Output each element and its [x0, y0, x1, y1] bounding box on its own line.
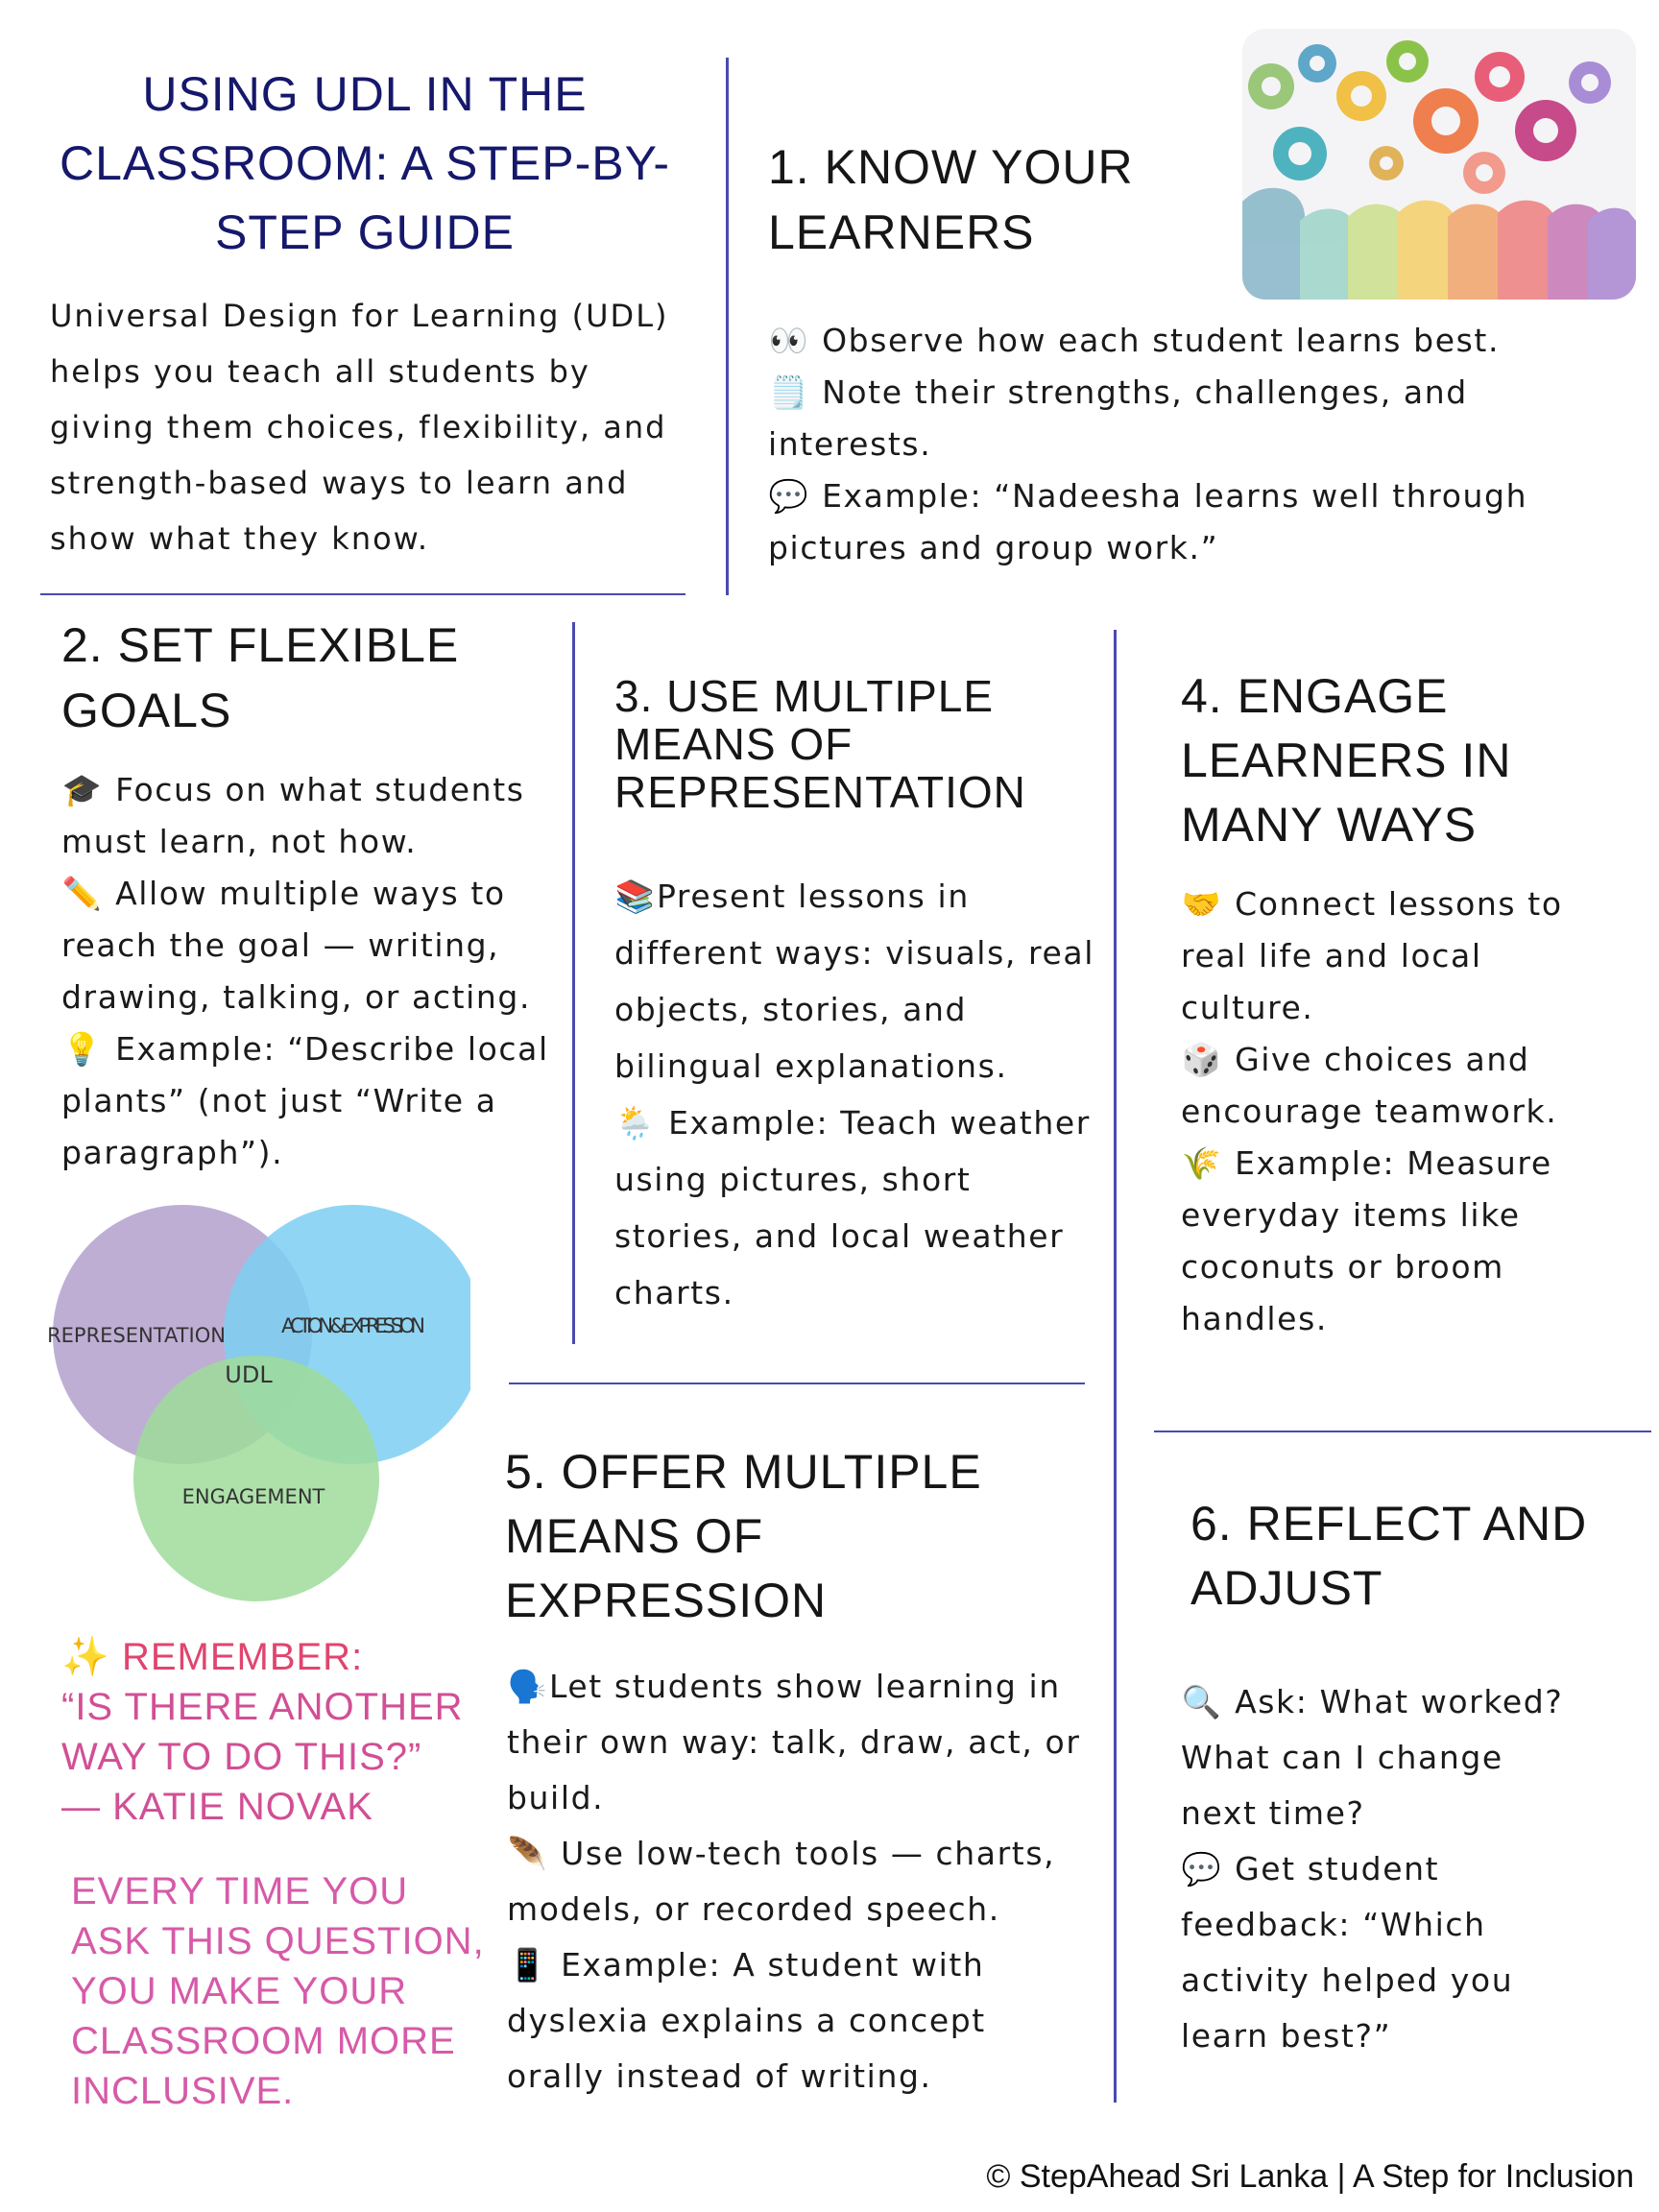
section-4-item: 🎲 Give choices and encourage teamwork. [1181, 1034, 1603, 1138]
section-2-heading: 2. SET FLEXIBLE GOALS [61, 618, 460, 737]
remember-block [61, 1632, 493, 2116]
venn-action-label: ACTION & EXPRESSION [281, 1314, 425, 1337]
intro-text: Universal Design for Learning (UDL) helps you teach all students by giving them choices, flexibility, and strength-based ways to learn and show what they know. [50, 298, 669, 557]
section-5-heading: 5. OFFER MULTIPLE MEANS OF EXPRESSION [505, 1445, 982, 1627]
wheat-icon: 🌾 [1181, 1144, 1223, 1182]
remember-author: — KATIE NOVAK [61, 1786, 373, 1828]
dice-icon: 🎲 [1181, 1041, 1223, 1078]
section-2-body [61, 764, 561, 1179]
section-5-item: 🗣️Let students show learning in their own way: talk, draw, act, or build. [507, 1659, 1083, 1826]
remember-label: REMEMBER: [121, 1636, 364, 1678]
section-2-item: 🎓 Focus on what students must learn, not how. [61, 764, 561, 868]
weather-icon: 🌦️ [614, 1104, 657, 1142]
gear-icon [1248, 40, 1611, 194]
page-title: USING UDL IN THE CLASSROOM: A STEP-BY-STEP GUIDE [59, 67, 670, 259]
sparkles-icon: ✨ [61, 1636, 110, 1678]
section-4-heading: 4. ENGAGE LEARNERS IN MANY WAYS [1181, 669, 1512, 852]
speech-bubble-icon: 💬 [1181, 1850, 1223, 1887]
heads-silhouettes [1242, 188, 1636, 300]
graduation-cap-icon: 🎓 [61, 771, 104, 808]
footer-credit: © StepAhead Sri Lanka | A Step for Inclusion [986, 2158, 1634, 2195]
mobile-phone-icon: 📱 [507, 1946, 549, 1984]
section-6-item: 💬 Get student feedback: “Which activity helped you learn best?” [1181, 1841, 1565, 2064]
section-1-heading: 1. KNOW YOUR LEARNERS [768, 140, 1134, 259]
learners-illustration [1242, 29, 1636, 300]
section-1-body [768, 315, 1536, 574]
divider-horizontal-2 [509, 1382, 1085, 1384]
section-6-body [1181, 1674, 1565, 2064]
handshake-icon: 🤝 [1181, 885, 1223, 923]
section-6-heading: 6. REFLECT AND ADJUST [1190, 1497, 1588, 1615]
eyes-icon: 👀 [768, 322, 810, 359]
section-3-item: 📚Present lessons in different ways: visuals, real objects, stories, and bilingual explanations. [614, 868, 1094, 1094]
divider-vertical-1 [726, 58, 729, 595]
section-4-item: 🤝 Connect lessons to real life and local culture. [1181, 878, 1603, 1034]
section-1-item: 👀 Observe how each student learns best. [768, 315, 1536, 367]
remember-closing: EVERY TIME YOU ASK THIS QUESTION, YOU MAKE YOUR CLASSROOM MORE INCLUSIVE. [71, 1870, 485, 2112]
light-bulb-icon: 💡 [61, 1030, 104, 1068]
remember-quote: “IS THERE ANOTHER WAY TO DO THIS?” [61, 1686, 464, 1778]
section-6-item: 🔍 Ask: What worked? What can I change next time? [1181, 1674, 1565, 1841]
speaking-head-icon: 🗣️ [507, 1668, 549, 1705]
divider-horizontal-1 [40, 593, 685, 595]
section-4-item: 🌾 Example: Measure everyday items like coconuts or broom handles. [1181, 1138, 1603, 1345]
divider-vertical-3 [1114, 630, 1117, 2103]
pencil-icon: ✏️ [61, 875, 104, 912]
section-2-item: 💡 Example: “Describe local plants” (not just “Write a paragraph”). [61, 1023, 561, 1179]
section-4-body [1181, 878, 1603, 1345]
venn-engagement-label: ENGAGEMENT [181, 1485, 325, 1508]
section-3-heading: 3. USE MULTIPLE MEANS OF REPRESENTATION [614, 671, 1026, 817]
divider-horizontal-3 [1154, 1431, 1651, 1432]
section-1-item: 💬 Example: “Nadeesha learns well through pictures and group work.” [768, 470, 1536, 574]
section-3-item: 🌦️ Example: Teach weather using pictures, short stories, and local weather charts. [614, 1094, 1094, 1321]
books-icon: 📚 [614, 878, 657, 915]
section-2-item: ✏️ Allow multiple ways to reach the goal — writing, drawing, talking, or acting. [61, 868, 561, 1023]
section-5-item: 🪶 Use low-tech tools — charts, models, or recorded speech. [507, 1826, 1083, 1937]
speech-bubble-icon: 💬 [768, 477, 810, 515]
venn-center-label: UDL [225, 1361, 273, 1388]
magnifying-glass-icon: 🔍 [1181, 1683, 1223, 1720]
divider-vertical-2 [572, 622, 575, 1344]
section-5-body [507, 1659, 1083, 2104]
section-3-body [614, 868, 1094, 1321]
venn-representation-label: REPRESENTATION [48, 1324, 226, 1347]
notepad-icon: 🗒️ [768, 373, 810, 411]
section-5-item: 📱 Example: A student with dyslexia explains a concept orally instead of writing. [507, 1937, 1083, 2104]
udl-venn-diagram [48, 1200, 470, 1603]
feather-icon: 🪶 [507, 1835, 549, 1872]
venn-engagement-circle [133, 1356, 379, 1601]
section-1-item: 🗒️ Note their strengths, challenges, and interests. [768, 367, 1536, 470]
